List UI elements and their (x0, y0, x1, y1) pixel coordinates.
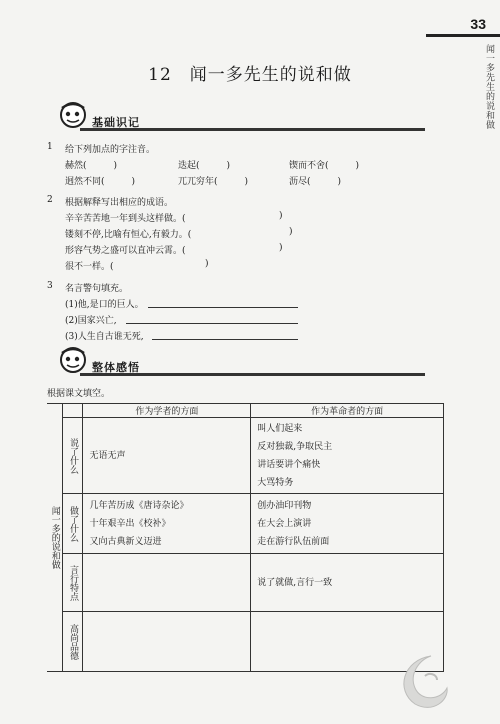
table-corner-cell (63, 404, 83, 418)
cell-line: 反对独裁,争取民主 (257, 441, 333, 452)
cell-line: 无语无声 (89, 450, 126, 461)
table-side-label: 闻一多的说和做 (49, 506, 60, 569)
cell-line: 说了就做,言行一致 (257, 577, 333, 588)
table-row (47, 494, 444, 554)
row-label: 言行特点 (67, 564, 78, 601)
q3-answer-blank[interactable] (126, 323, 298, 324)
table-row (47, 418, 444, 494)
q1-item: 迭起( ) (178, 161, 231, 171)
header-revolutionary: 作为革命者的方面 (251, 404, 444, 418)
q1-item: 锲而不舍( ) (289, 161, 360, 171)
cell-line: 大骂特务 (257, 477, 294, 488)
revolutionary-cell[interactable] (251, 494, 444, 554)
q1-item: 赫然( ) (65, 161, 118, 171)
q1-number: 1 (47, 142, 53, 152)
revolutionary-cell[interactable] (251, 418, 444, 494)
cell-line: 几年苦历成《唐诗杂论》 (89, 500, 189, 511)
q3-item: (2)国家兴亡, (65, 316, 117, 326)
table-side-label-cell (47, 404, 63, 672)
q3-answer-blank[interactable] (148, 307, 298, 308)
q2-close-paren: ) (205, 259, 209, 269)
instruction-text: 根据课文填空。 (47, 389, 111, 399)
q2-item: 辛辛苦苦地一年到头这样做。( (65, 214, 186, 224)
q2-item: 形容气势之盛可以直冲云霄。( (65, 246, 186, 256)
q2-prompt: 根据解释写出相应的成语。 (65, 198, 174, 208)
table-header-row (47, 404, 444, 418)
q3-answer-blank[interactable] (152, 339, 298, 340)
q3-item: (3)人生自古谁无死, (65, 332, 144, 342)
row-label: 高尚品德 (67, 623, 78, 660)
cell-line: 在大会上演讲 (257, 518, 312, 529)
q2-close-paren: ) (289, 227, 293, 237)
summary-table (47, 403, 444, 672)
page-number: 33 (470, 16, 486, 32)
cell-line: 十年艰辛出《校补》 (89, 518, 171, 529)
q2-close-paren: ) (279, 211, 283, 221)
table-row (47, 554, 444, 612)
q3-number: 3 (47, 281, 53, 291)
q1-item: 兀兀穷年( ) (178, 177, 249, 187)
cell-line: 又向古典新义迈进 (89, 536, 162, 547)
q1-item: 迥然不同( ) (65, 177, 136, 187)
scholar-cell[interactable] (83, 612, 251, 672)
cell-line: 创办油印刊物 (257, 500, 312, 511)
header-scholar: 作为学者的方面 (83, 404, 251, 418)
q2-close-paren: ) (279, 243, 283, 253)
section-basic-heading: 基础识记 (92, 117, 140, 129)
cell-line: 叫人们起来 (257, 423, 303, 434)
crescent-moon-logo (385, 650, 455, 712)
revolutionary-cell[interactable] (251, 554, 444, 612)
row-label: 说了什么 (67, 437, 78, 474)
cartoon-student-icon (56, 100, 90, 130)
scholar-cell[interactable] (83, 494, 251, 554)
section-overall-heading: 整体感悟 (92, 362, 140, 374)
header-rule (426, 34, 500, 37)
scholar-cell[interactable] (83, 418, 251, 494)
q1-item: 沥尽( ) (289, 177, 342, 187)
q1-prompt: 给下列加点的字注音。 (65, 145, 156, 155)
q2-item: 镂刻不停,比喻有恒心,有毅力。( (65, 230, 192, 240)
scholar-cell[interactable] (83, 554, 251, 612)
q2-number: 2 (47, 195, 53, 205)
q3-item: (1)他,是口的巨人。 (65, 300, 144, 310)
q2-item: 很不一样。( (65, 262, 114, 272)
cell-line: 讲话要讲个痛快 (257, 459, 321, 470)
lesson-title: 12 闻一多先生的说和做 (148, 65, 352, 85)
running-header: 闻一多先生的说和做 (484, 44, 494, 130)
row-label: 做了什么 (67, 505, 78, 542)
q3-prompt: 名言警句填充。 (65, 284, 129, 294)
cell-line: 走在游行队伍前面 (257, 536, 330, 547)
cartoon-student-icon (56, 345, 90, 375)
